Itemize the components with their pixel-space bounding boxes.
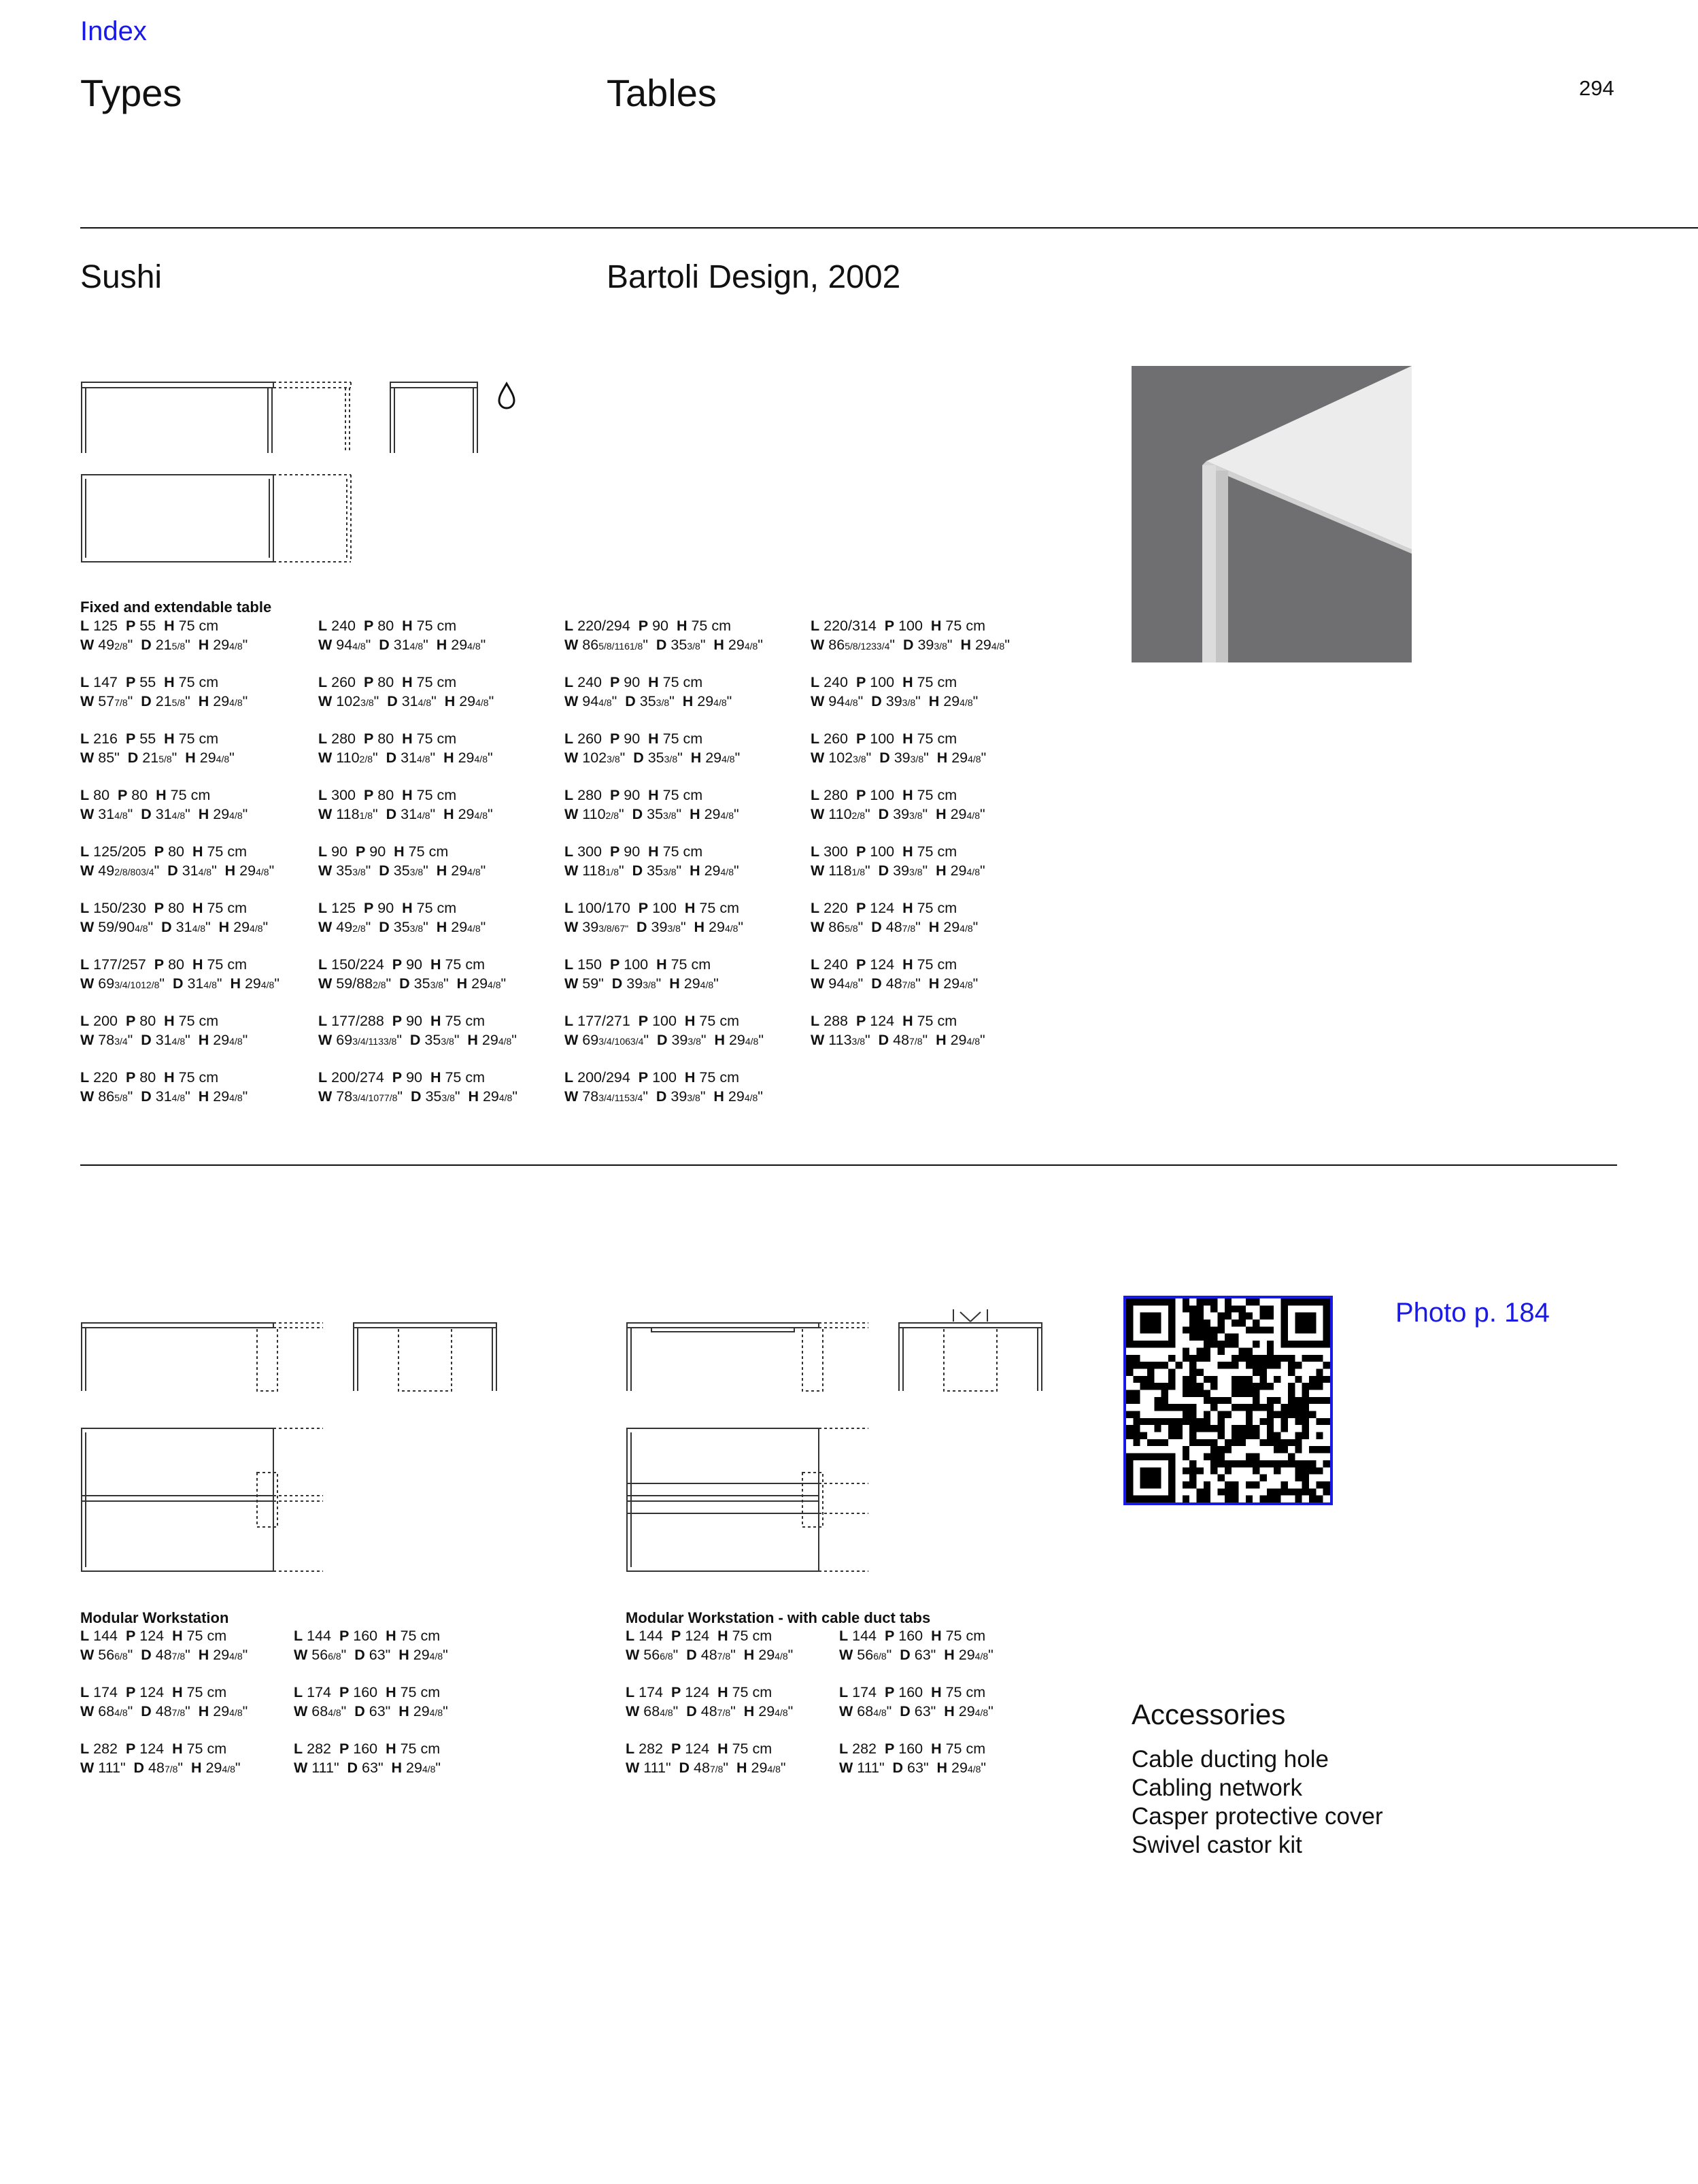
spec-item: L 80 P 80 H 75 cm W 314/8" D 314/8" H 294/8" — [80, 787, 248, 822]
spec-item: L 220/294 P 90 H 75 cm W 865/8/1161/8" D 353/8" H 294/8" — [564, 618, 763, 653]
spec-item: L 144 P 160 H 75 cm W 566/8" D 63" H 294/8" — [294, 1628, 448, 1663]
qr-code[interactable] — [1123, 1296, 1333, 1505]
photo-page-link[interactable]: Photo p. 184 — [1395, 1298, 1550, 1328]
spec-item: L 125 P 55 H 75 cm W 492/8" D 215/8" H 294/8" — [80, 618, 248, 653]
accessory-item: Cable ducting hole — [1132, 1746, 1329, 1773]
spec-item: L 220/314 P 100 H 75 cm W 865/8/1233/4" D 393/8" H 294/8" — [811, 618, 1010, 653]
spec-item: L 240 P 90 H 75 cm W 944/8" D 353/8" H 294/8" — [564, 674, 732, 709]
workstation-caption: Modular Workstation — [80, 1609, 229, 1626]
spec-item: L 220 P 80 H 75 cm W 865/8" D 314/8" H 294/8" — [80, 1069, 248, 1105]
accessory-item: Casper protective cover — [1132, 1803, 1383, 1830]
product-name: Sushi — [80, 259, 163, 295]
index-link[interactable]: Index — [80, 16, 147, 46]
spec-item: L 144 P 124 H 75 cm W 566/8" D 487/8" H 294/8" — [626, 1628, 794, 1663]
spec-item: L 174 P 160 H 75 cm W 684/8" D 63" H 294/8" — [294, 1684, 448, 1719]
spec-item: L 282 P 160 H 75 cm W 111" D 63" H 294/8" — [839, 1741, 987, 1776]
spec-column — [811, 616, 1010, 1068]
spec-item: L 280 P 90 H 75 cm W 1102/8" D 353/8" H 294/8" — [564, 787, 739, 822]
spec-item: L 144 P 160 H 75 cm W 566/8" D 63" H 294/8" — [839, 1628, 994, 1663]
spec-item: L 216 P 55 H 75 cm W 85" D 215/8" H 294/8" — [80, 730, 235, 766]
spec-column — [294, 1626, 448, 1796]
spec-item: L 125/205 P 80 H 75 cm W 492/8/803/4" D 314/8" H 294/8" — [80, 843, 275, 879]
spec-item: L 260 P 100 H 75 cm W 1023/8" D 393/8" H 294/8" — [811, 730, 987, 766]
spec-item: L 280 P 80 H 75 cm W 1102/8" D 314/8" H 294/8" — [318, 730, 493, 766]
category-title: Tables — [607, 71, 717, 114]
spec-item: L 90 P 90 H 75 cm W 353/8" D 353/8" H 294/8" — [318, 843, 486, 879]
spec-column — [564, 616, 764, 1124]
accessory-item: Cabling network — [1132, 1775, 1302, 1801]
spec-item: L 282 P 124 H 75 cm W 111" D 487/8" H 294/8" — [626, 1741, 786, 1776]
section-title: Types — [80, 71, 182, 114]
accessories-list — [1132, 1745, 1383, 1860]
spec-item: L 150/230 P 80 H 75 cm W 59/904/8" D 314/8" H 294/8" — [80, 900, 269, 935]
accessory-item: Swivel castor kit — [1132, 1832, 1302, 1858]
workstation-cable-caption: Modular Workstation - with cable duct tabs — [626, 1609, 931, 1626]
spec-item: L 150/224 P 90 H 75 cm W 59/882/8" D 353/8" H 294/8" — [318, 956, 507, 992]
spec-item: L 240 P 80 H 75 cm W 944/8" D 314/8" H 294/8" — [318, 618, 486, 653]
spec-item: L 240 P 124 H 75 cm W 944/8" D 487/8" H 294/8" — [811, 956, 979, 992]
spec-item: L 282 P 124 H 75 cm W 111" D 487/8" H 294/8" — [80, 1741, 241, 1776]
spec-item: L 200/274 P 90 H 75 cm W 783/4/1077/8" D 353/8" H 294/8" — [318, 1069, 517, 1105]
spec-item: L 177/288 P 90 H 75 cm W 693/4/1133/8" D 353/8" H 294/8" — [318, 1013, 517, 1048]
water-drop-icon — [495, 381, 518, 411]
spec-item: L 147 P 55 H 75 cm W 577/8" D 215/8" H 294/8" — [80, 674, 248, 709]
spec-item: L 200 P 80 H 75 cm W 783/4" D 314/8" H 294/8" — [80, 1013, 248, 1048]
spec-item: L 300 P 90 H 75 cm W 1181/8" D 353/8" H 294/8" — [564, 843, 739, 879]
spec-item: L 174 P 124 H 75 cm W 684/8" D 487/8" H 294/8" — [80, 1684, 248, 1719]
workstation-cable-drawing — [620, 1303, 1062, 1575]
spec-item: L 144 P 124 H 75 cm W 566/8" D 487/8" H 294/8" — [80, 1628, 248, 1663]
spec-item: L 300 P 100 H 75 cm W 1181/8" D 393/8" H 294/8" — [811, 843, 985, 879]
spec-item: L 240 P 100 H 75 cm W 944/8" D 393/8" H 294/8" — [811, 674, 979, 709]
spec-column — [318, 616, 517, 1124]
spec-item: L 300 P 80 H 75 cm W 1181/8" D 314/8" H 294/8" — [318, 787, 493, 822]
spec-item: L 125 P 90 H 75 cm W 492/8" D 353/8" H 294/8" — [318, 900, 486, 935]
accessories-title: Accessories — [1132, 1698, 1286, 1730]
spec-column — [80, 1626, 248, 1796]
spec-column — [626, 1626, 793, 1796]
spec-column — [839, 1626, 994, 1796]
workstation-drawing — [75, 1303, 517, 1575]
page-number: 294 — [1579, 76, 1614, 100]
spec-item: L 288 P 124 H 75 cm W 1133/8" D 487/8" H 294/8" — [811, 1013, 985, 1048]
product-photo — [1132, 366, 1412, 662]
spec-item: L 100/170 P 100 H 75 cm W 393/8/67" D 393/8" H 294/8" — [564, 900, 744, 935]
spec-item: L 174 P 160 H 75 cm W 684/8" D 63" H 294/8" — [839, 1684, 994, 1719]
spec-item: L 150 P 100 H 75 cm W 59" D 393/8" H 294/8" — [564, 956, 719, 992]
spec-item: L 177/257 P 80 H 75 cm W 693/4/1012/8" D 314/8" H 294/8" — [80, 956, 279, 992]
spec-item: L 280 P 100 H 75 cm W 1102/8" D 393/8" H 294/8" — [811, 787, 985, 822]
spec-item: L 177/271 P 100 H 75 cm W 693/4/1063/4" D 393/8" H 294/8" — [564, 1013, 764, 1048]
spec-item: L 260 P 90 H 75 cm W 1023/8" D 353/8" H 294/8" — [564, 730, 741, 766]
spec-item: L 200/294 P 100 H 75 cm W 783/4/1153/4" D 393/8" H 294/8" — [564, 1069, 763, 1105]
top-divider — [80, 227, 1698, 229]
middle-divider — [80, 1164, 1617, 1166]
fixed-table-caption: Fixed and extendable table — [80, 599, 272, 616]
spec-item: L 282 P 160 H 75 cm W 111" D 63" H 294/8" — [294, 1741, 441, 1776]
spec-item: L 220 P 124 H 75 cm W 865/8" D 487/8" H 294/8" — [811, 900, 979, 935]
product-designer: Bartoli Design, 2002 — [607, 259, 901, 295]
spec-item: L 174 P 124 H 75 cm W 684/8" D 487/8" H 294/8" — [626, 1684, 794, 1719]
spec-column — [80, 616, 279, 1124]
spec-item: L 260 P 80 H 75 cm W 1023/8" D 314/8" H 294/8" — [318, 674, 494, 709]
table-technical-drawing — [75, 374, 524, 571]
